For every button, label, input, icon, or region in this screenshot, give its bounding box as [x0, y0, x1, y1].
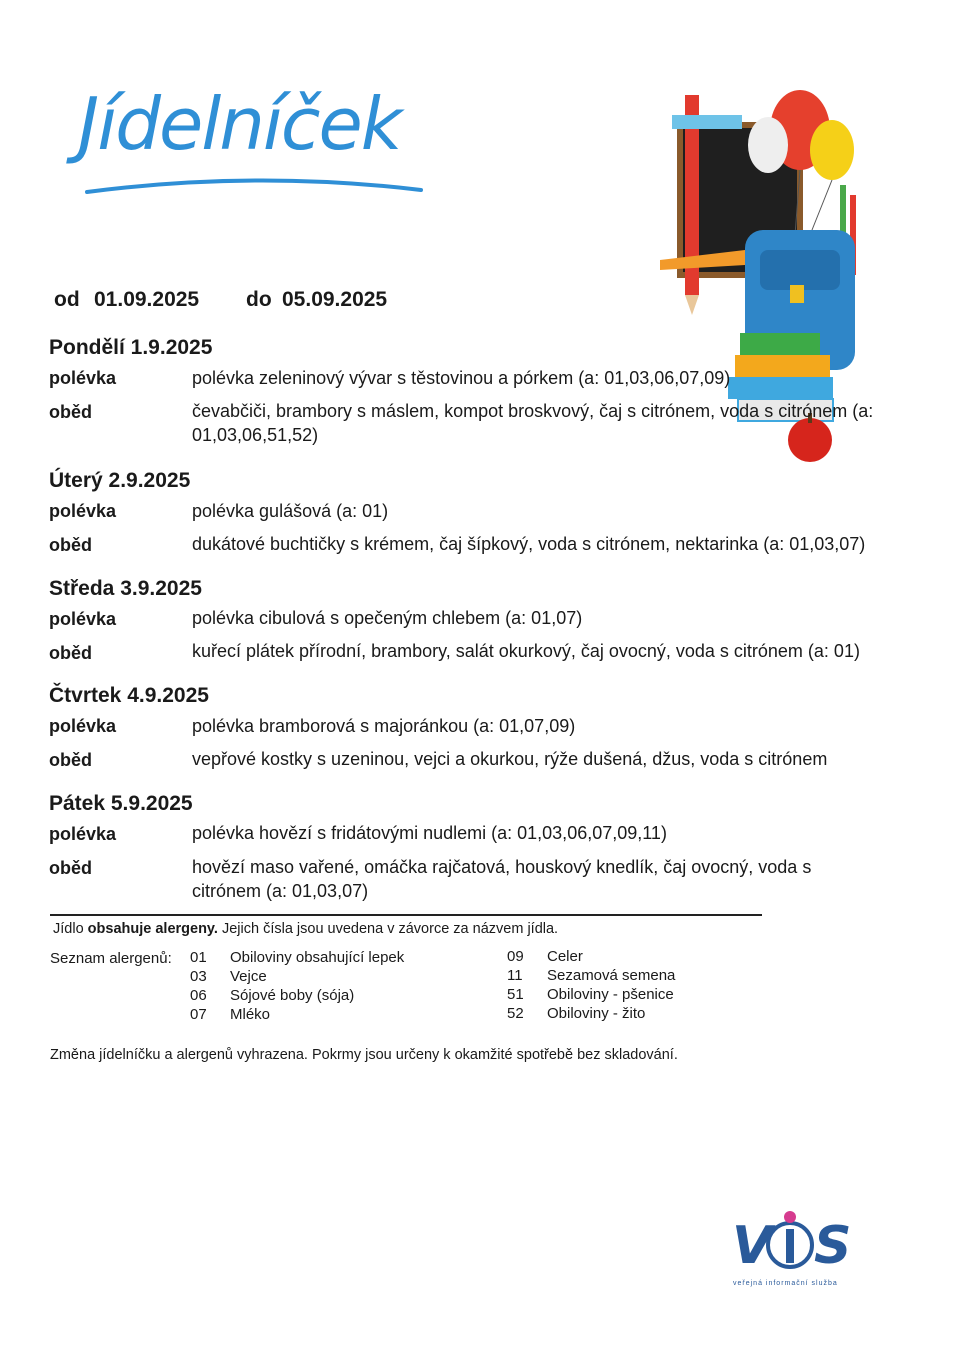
date-to: 05.09.2025 — [282, 288, 388, 311]
allergen-code: 03 — [190, 968, 207, 985]
svg-text:S: S — [814, 1216, 852, 1276]
title-underline — [85, 172, 425, 196]
lunch-label: oběd — [49, 643, 92, 663]
soup-item: polévka hovězí s fridátovými nudlemi (a: 01,03,06,07,09,11) — [192, 823, 667, 843]
allergen-note-prefix: Jídlo — [53, 921, 88, 937]
allergen-code: 51 — [507, 986, 524, 1003]
day-title-monday: Pondělí 1.9.2025 — [49, 336, 213, 359]
soup-label: polévka — [49, 368, 117, 388]
allergen-code: 06 — [190, 987, 207, 1004]
footer-note: Změna jídelníčku a alergenů vyhrazena. Pokrmy jsou určeny k okamžité spotřebě bez skladování. — [50, 1047, 678, 1063]
day-title-thursday: Čtvrtek 4.9.2025 — [49, 684, 209, 707]
lunch-item-line2: 01,03,06,51,52) — [192, 425, 319, 445]
lunch-label: oběd — [49, 858, 92, 878]
page-title: Jídelníček — [78, 82, 401, 166]
allergen-code: 09 — [507, 948, 524, 965]
soup-label: polévka — [49, 716, 117, 736]
allergen-name: Obiloviny - pšenice — [547, 986, 674, 1003]
allergen-code: 01 — [190, 949, 207, 966]
lunch-item-line1: vepřové kostky s uzeninou, vejci a okurkou, rýže dušená, džus, voda s citrónem — [192, 749, 828, 769]
soup-item: polévka bramborová s majoránkou (a: 01,07,09) — [192, 716, 576, 736]
divider — [50, 914, 762, 916]
allergen-name: Mléko — [230, 1006, 271, 1023]
soup-label: polévka — [49, 824, 117, 844]
allergen-name: Sójové boby (sója) — [230, 987, 355, 1004]
lunch-item-line1: kuřecí plátek přírodní, brambory, salát okurkový, čaj ovocný, voda s citrónem (a: 01) — [192, 641, 860, 661]
lunch-item-line1: čevabčiči, brambory s máslem, kompot broskvový, čaj s citrónem, voda s citrónem (a: — [192, 401, 874, 421]
svg-text:V: V — [732, 1216, 771, 1276]
logo-tagline: veřejná informační služba — [733, 1280, 838, 1287]
allergen-name: Celer — [547, 948, 583, 965]
allergen-code: 11 — [507, 967, 523, 984]
allergen-name: Obiloviny obsahující lepek — [230, 949, 405, 966]
allergen-name: Obiloviny - žito — [547, 1005, 646, 1022]
day-title-friday: Pátek 5.9.2025 — [49, 792, 193, 815]
lunch-item-line1: dukátové buchtičky s krémem, čaj šípkový, voda s citrónem, nektarinka (a: 01,03,07) — [192, 534, 866, 554]
day-title-tuesday: Úterý 2.9.2025 — [49, 469, 191, 492]
lunch-item-line2: citrónem (a: 01,03,07) — [192, 881, 369, 901]
allergen-name: Sezamová semena — [547, 967, 676, 984]
soup-label: polévka — [49, 609, 117, 629]
allergen-note — [53, 921, 558, 937]
soup-label: polévka — [49, 501, 117, 521]
soup-item: polévka gulášová (a: 01) — [192, 501, 389, 521]
allergen-name: Vejce — [230, 968, 267, 985]
lunch-item-line1: hovězí maso vařené, omáčka rajčatová, houskový knedlík, čaj ovocný, voda s — [192, 857, 812, 877]
soup-item: polévka zeleninový vývar s těstovinou a pórkem (a: 01,03,06,07,09) — [192, 368, 731, 388]
allergen-note-suffix: Jejich čísla jsou uvedena v závorce za názvem jídla. — [217, 921, 559, 937]
date-to-label: do — [246, 288, 272, 311]
lunch-label: oběd — [49, 402, 92, 422]
date-from-label: od — [54, 288, 80, 311]
vis-logo — [732, 1205, 862, 1280]
allergen-code: 07 — [190, 1006, 207, 1023]
soup-item: polévka cibulová s opečeným chlebem (a: 01,07) — [192, 608, 583, 628]
day-title-wednesday: Středa 3.9.2025 — [49, 577, 202, 600]
lunch-label: oběd — [49, 750, 92, 770]
allergen-list-label: Seznam alergenů: — [50, 950, 172, 967]
allergen-note-bold: obsahuje alergeny. — [87, 921, 218, 937]
allergen-code: 52 — [507, 1005, 524, 1022]
date-from: 01.09.2025 — [94, 288, 200, 311]
lunch-label: oběd — [49, 535, 92, 555]
